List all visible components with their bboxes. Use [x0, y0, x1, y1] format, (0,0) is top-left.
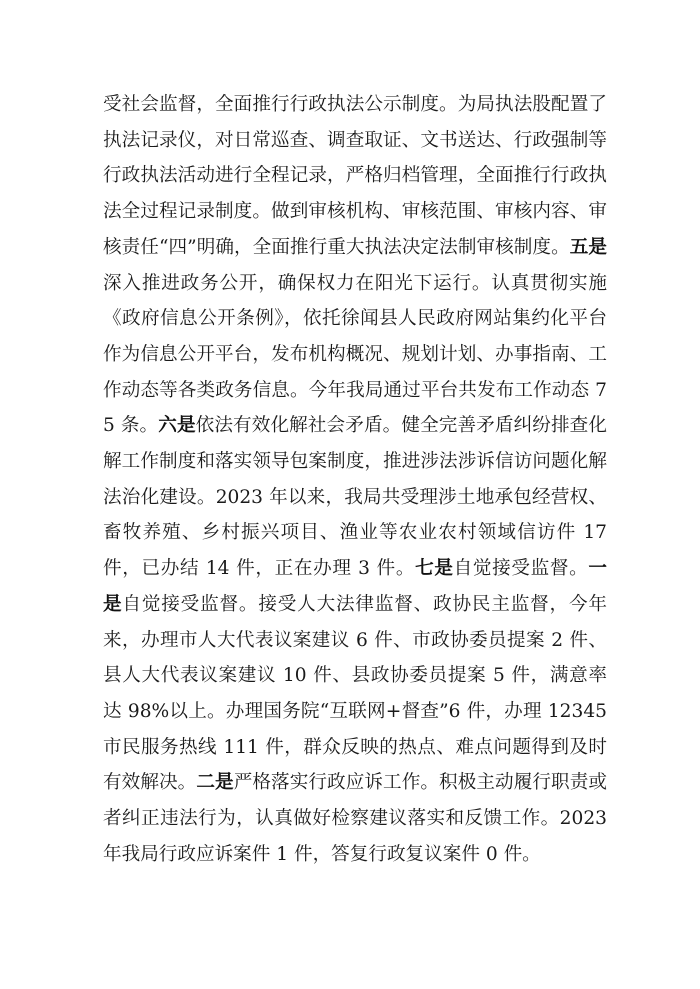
section-marker-five: 五是	[569, 236, 607, 258]
text-segment: 受社会监督，全面推行行政执法公示制度。为局执法股配置了执法记录仪，对日常巡查、调查取证、文书送达、行政强制等行政执法活动进行全程记录，严格归档管理，全面推行行政执法全过程记录制度。做到审核机构、审核范围、审核内容、审核责任“四”明确，全面推行重大执法决定法制审核制度。	[103, 94, 607, 258]
subsection-marker-one: 一是	[103, 558, 607, 615]
text-segment: 自觉接受监督。接受人大法律监督、政协民主监督，今年来，办理市人大代表议案建议 6 件、市政协委员提案 2 件、县人大代表议案建议 10 件、县政协委员提案 5 件，满意率达 98%以上。办理国务院“互联网+督查”6 件，办理 12345 市民服务热线 111 件，群众反映的热点、难点问题得到及时有效解决。	[103, 593, 607, 794]
subsection-marker-two: 二是	[196, 772, 234, 794]
text-segment: 严格落实行政应诉工作。积极主动履行职责或者纠正违法行为，认真做好检察建议落实和反馈工作。2023 年我局行政应诉案件 1 件，答复行政复议案件 0 件。	[103, 772, 607, 865]
text-segment: 自觉接受监督。	[453, 558, 589, 580]
section-marker-seven: 七是	[415, 558, 454, 580]
section-marker-six: 六是	[158, 415, 196, 437]
text-segment: 依法有效化解社会矛盾。健全完善矛盾纠纷排查化解工作制度和落实领导包案制度，推进涉法涉诉信访问题化解法治化建设。2023 年以来，我局共受理涉土地承包经营权、畜牧养殖、乡村振兴项目、渔业等农业农村领域信访件 17 件，已办结 14 件，正在办理 3 件。	[103, 415, 607, 580]
body-paragraph	[103, 87, 607, 872]
text-segment: 深入推进政务公开，确保权力在阳光下运行。认真贯彻实施《政府信息公开条例》，依托徐闻县人民政府网站集约化平台作为信息公开平台，发布机构概况、规划计划、办事指南、工作动态等各类政务信息。今年我局通过平台共发布工作动态 75 条。	[103, 272, 607, 437]
